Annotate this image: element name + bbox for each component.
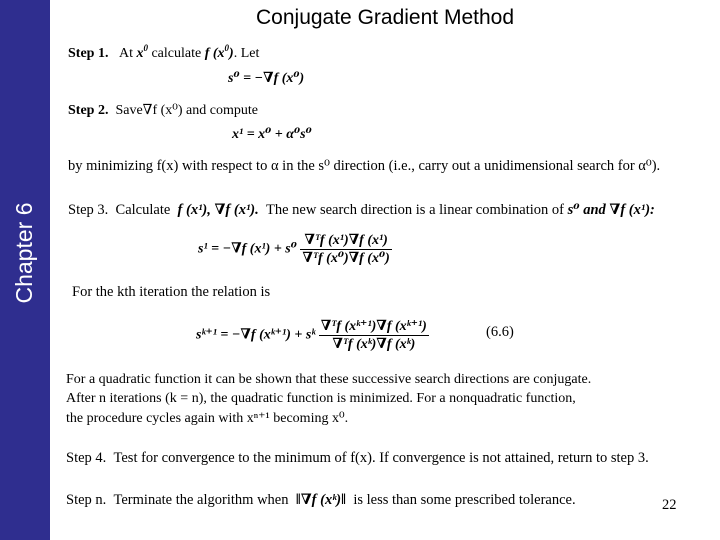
stepn-label: Step n. — [66, 492, 107, 508]
eq66-num: ∇ᵀf (xᵏ⁺¹)∇f (xᵏ⁺¹) — [320, 319, 427, 334]
paragraph-line-1: For a quadratic function it can be shown that these successive search directions are conjugate. — [66, 372, 592, 387]
stepn-norm: ‖∇f (xᵏ)‖ — [295, 492, 347, 508]
slide-title: Conjugate Gradient Method — [256, 6, 514, 29]
step1-text-c: . Let — [233, 46, 260, 61]
step2-line — [68, 102, 258, 119]
stepn-text-b: is less than some prescribed tolerance. — [353, 492, 576, 508]
stepn-text-a: Terminate the algorithm when — [113, 492, 289, 508]
eq66-lhs: sᵏ⁺¹ = −∇f (xᵏ⁺¹) + sᵏ — [196, 327, 316, 343]
eq66-number: (6.6) — [486, 324, 514, 340]
page-number: 22 — [662, 497, 677, 513]
paragraph-line-2: After n iterations (k = n), the quadratic function is minimized. For a nonquadratic function, — [66, 391, 576, 406]
step3-equation — [198, 232, 392, 267]
step1-fx0: f $(x^0)$ — [204, 43, 234, 61]
step3-text-c: The new search direction is a linear combination of — [266, 202, 564, 218]
step3-label: Step 3. — [68, 202, 109, 218]
eq66 — [196, 318, 429, 353]
step3-text-b: f (x¹), ∇f (x¹). — [177, 202, 259, 218]
step3-line — [68, 201, 655, 219]
stepn-line — [66, 491, 576, 509]
eq66-den: ∇ᵀf (xᵏ)∇f (xᵏ) — [332, 337, 416, 352]
step4-text: Test for convergence to the minimum of f(x). If convergence is not attained, return to step 3. — [113, 450, 649, 466]
kth-text: For the kth iteration the relation is — [72, 284, 271, 300]
chapter-label: Chapter 6 — [11, 202, 37, 304]
step2-text: Save∇f (x⁰) and compute — [115, 103, 258, 118]
step3-eq-fraction — [300, 232, 391, 267]
step1-text-b: calculate — [151, 46, 202, 61]
step3-text-a: Calculate — [115, 202, 171, 218]
step1-equation: s⁰ = −∇f (x⁰) — [228, 71, 305, 86]
step1-text-a: At — [118, 46, 133, 61]
step3-eq-lhs: s¹ = −∇f (x¹) + s⁰ — [198, 241, 297, 257]
step3-eq-num: ∇ᵀf (x¹)∇f (x¹) — [300, 232, 391, 250]
minimize-text: by minimizing f(x) with respect to α in the s⁰ direction (i.e., carry out a unidimensional search for α⁰). — [68, 158, 661, 174]
step4-line — [66, 450, 649, 467]
step3-text-d: s⁰ and ∇f (x¹): — [567, 202, 655, 218]
step2-equation: x¹ = x⁰ + α⁰s⁰ — [232, 127, 312, 142]
step1-label: Step 1. — [68, 46, 109, 61]
paragraph-line-3: the procedure cycles again with xⁿ⁺¹ becoming x⁰. — [66, 411, 349, 426]
eq66-fraction — [319, 318, 429, 353]
step2-label: Step 2. — [68, 103, 109, 118]
step3-eq-den: ∇ᵀf (x⁰)∇f (x⁰) — [302, 251, 390, 266]
step1-x0: $x^0$ — [136, 43, 148, 61]
step4-label: Step 4. — [66, 450, 107, 466]
step1-line — [68, 43, 260, 62]
chapter-sidebar — [0, 0, 50, 540]
